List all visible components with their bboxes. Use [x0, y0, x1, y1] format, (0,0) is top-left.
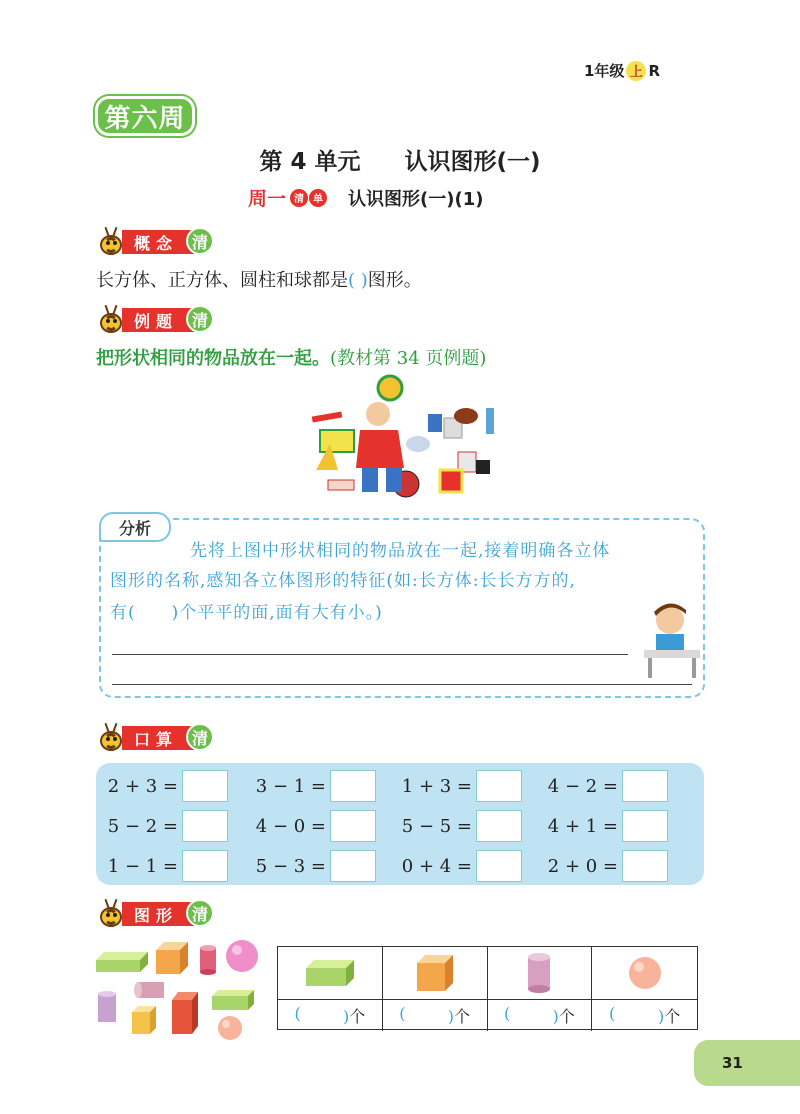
qing-badge: 清 [186, 899, 214, 927]
cylinder-icon [524, 951, 554, 995]
answer-box[interactable] [622, 850, 668, 882]
mental-math-grid [96, 763, 704, 885]
answer-box[interactable] [622, 810, 668, 842]
calc-item: 2 + 3 = [106, 769, 246, 803]
calc-item: 4 + 1 = [546, 809, 686, 843]
concept-text: 长方体、正方体、圆柱和球都是( )图形。 [96, 270, 422, 291]
answer-box[interactable] [182, 770, 228, 802]
lesson-name: 认识图形(一)(1) [348, 188, 484, 210]
calc-item: 1 + 3 = [400, 769, 540, 803]
calc-item: 2 + 0 = [546, 849, 686, 883]
week-badge: 第六周 [95, 96, 195, 136]
cuboid-count[interactable]: ( )个 [278, 999, 383, 1031]
calc-item: 5 − 5 = [400, 809, 540, 843]
mental-math-header: 口算 清 [96, 722, 212, 754]
grade-label: 1年级 上 R [584, 61, 660, 80]
sphere-icon [625, 953, 665, 993]
calc-item: 5 − 3 = [254, 849, 394, 883]
textbook-reference: (教材第 34 页例题) [330, 348, 487, 369]
answer-box[interactable] [476, 850, 522, 882]
analysis-tag: 分析 [99, 512, 171, 542]
cube-cell [383, 947, 488, 999]
qing-badge: 清 [186, 723, 214, 751]
answer-box[interactable] [622, 770, 668, 802]
sphere-cell [592, 947, 697, 999]
shape-count-table [277, 946, 698, 1030]
grade-badge: 上 [626, 61, 646, 81]
answer-box[interactable] [330, 810, 376, 842]
concept-header: 概念 清 [96, 226, 212, 258]
answer-box[interactable] [476, 810, 522, 842]
answer-box[interactable] [330, 770, 376, 802]
cube-count[interactable]: ( )个 [383, 999, 488, 1031]
answer-box[interactable] [476, 770, 522, 802]
cylinder-count[interactable]: ( )个 [488, 999, 593, 1031]
answer-line-1[interactable] [112, 654, 628, 655]
qing-badge: 清 [186, 227, 214, 255]
calc-item: 0 + 4 = [400, 849, 540, 883]
answer-box[interactable] [182, 850, 228, 882]
page-number: 31 [694, 1040, 800, 1086]
example-instruction: 把形状相同的物品放在一起。(教材第 34 页例题) [96, 348, 487, 369]
analysis-line-2: 图形的名称,感知各立体图形的特征(如:长方体:长长方方的, [110, 571, 576, 591]
calc-item: 5 − 2 = [106, 809, 246, 843]
lesson-title [248, 184, 483, 211]
cuboid-cell [278, 947, 383, 999]
boy-with-objects-illustration [308, 374, 496, 500]
calc-item: 4 − 2 = [546, 769, 686, 803]
day-label: 周一 [248, 188, 287, 210]
shapes-header: 图形 清 [96, 898, 212, 930]
sphere-count[interactable]: ( )个 [592, 999, 697, 1031]
example-header: 例题 清 [96, 304, 212, 336]
cylinder-cell [488, 947, 593, 999]
cuboid-icon [302, 956, 358, 990]
calc-item: 3 − 1 = [254, 769, 394, 803]
mixed-shapes-illustration [92, 936, 264, 1042]
answer-line-2[interactable] [112, 684, 692, 685]
analysis-line-1: 先将上图中形状相同的物品放在一起,接着明确各立体 [190, 541, 611, 561]
answer-box[interactable] [182, 810, 228, 842]
unit-title: 第 4 单元 认识图形(一) [259, 149, 541, 175]
concept-blank[interactable]: ( ) [348, 270, 368, 291]
answer-box[interactable] [330, 850, 376, 882]
studying-boy-illustration [640, 600, 704, 680]
qingdan-badge: 清 单 [290, 189, 328, 207]
calc-item: 4 − 0 = [254, 809, 394, 843]
cube-icon [413, 951, 457, 995]
qing-badge: 清 [186, 305, 214, 333]
calc-item: 1 − 1 = [106, 849, 246, 883]
analysis-line-3: 有( )个平平的面,面有大有小。) [110, 603, 383, 623]
